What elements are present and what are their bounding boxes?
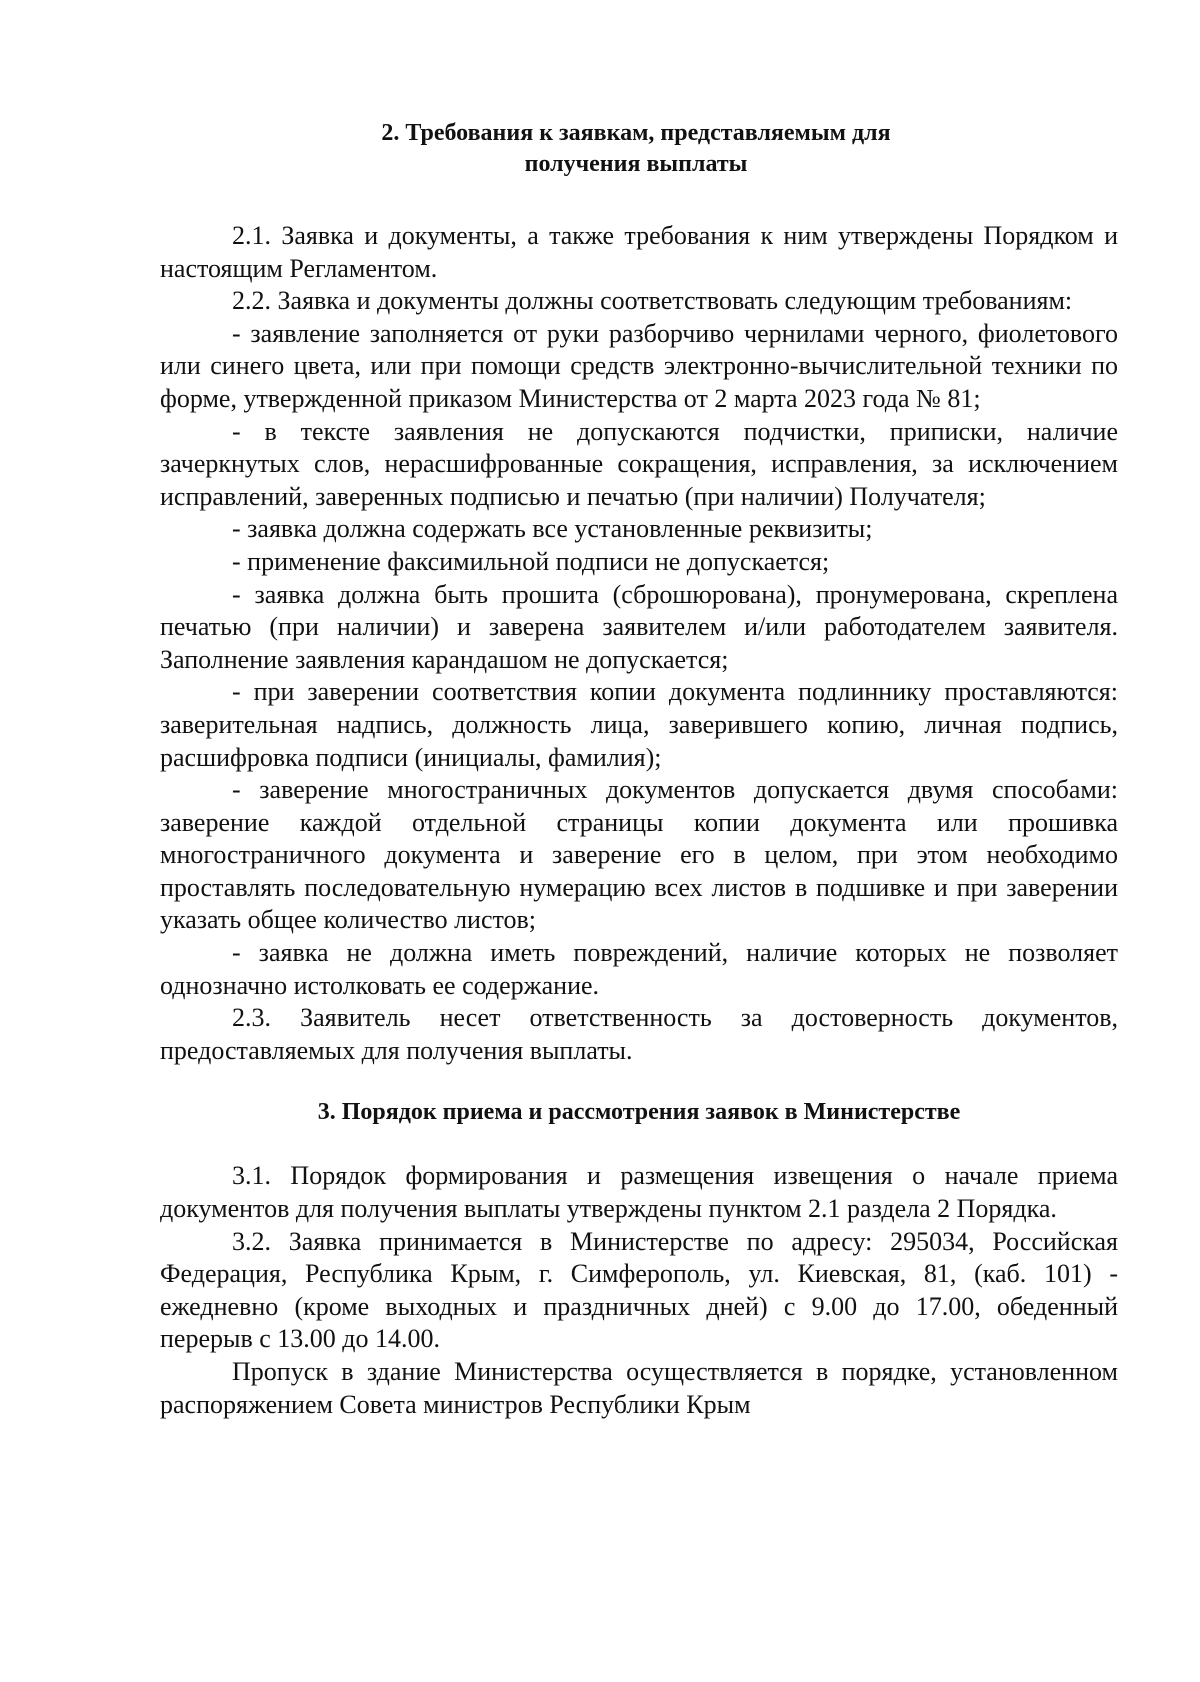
section-2-heading-line-2: получения выплаты — [524, 151, 748, 177]
paragraph-2-1: 2.1. Заявка и документы, а также требования к ним утверждены Порядком и настоящим Регламентом. — [160, 221, 1118, 283]
section-2-heading-line-1: 2. Требования к заявкам, представляемым для — [381, 120, 891, 146]
paragraph-2-3: 2.3. Заявитель несет ответственность за достоверность документов, предоставляемых для получения выплаты. — [160, 1003, 1118, 1065]
paragraph-3-1: 3.1. Порядок формирования и размещения извещения о начале приема документов для получения выплаты утверждены пунктом 2.1 раздела 2 Порядка. — [160, 1161, 1118, 1224]
section-3-heading: 3. Порядок приема и рассмотрения заявок в Министерстве — [317, 1099, 961, 1126]
list-item: - заявка должна быть прошита (сброшюрована), пронумерована, скреплена печатью (при наличии) и заверена заявителем и/или работодателем заявителя. Заполнение заявления карандашом не допускается; — [160, 579, 1118, 674]
list-item: - заявление заполняется от руки разборчиво чернилами черного, фиолетового или синего цвета, или при помощи средств электронно-вычислительной техники по форме, утвержденной приказом Министерства от 2 марта 2023 года № 81; — [160, 318, 1118, 413]
section-2-body — [160, 220, 1118, 1067]
list-item: - применение факсимильной подписи не допускается; — [232, 546, 830, 576]
list-item: - при заверении соответствия копии документа подлиннику проставляются: заверительная надпись, должность лица, заверившего копию, личная подпись, расшифровка подписи (инициалы, фамилия); — [160, 677, 1118, 772]
paragraph-2-2: 2.2. Заявка и документы должны соответствовать следующим требованиям: — [232, 286, 1073, 316]
section-3-body — [160, 1160, 1118, 1421]
paragraph-access: Пропуск в здание Министерства осуществляется в порядке, установленном распоряжением Совета министров Республики Крым — [160, 1357, 1118, 1419]
list-item: - заявка не должна иметь повреждений, наличие которых не позволяет однозначно истолковать ее содержание. — [160, 938, 1118, 1000]
section-2-heading — [154, 118, 1118, 180]
list-item: - заверение многостраничных документов допускается двумя способами: заверение каждой отдельной страницы копии документа или прошивка многостраничного документа и заверение его в целом, при этом необходимо проставлять последовательную нумерацию всех листов в подшивке и при заверении указать общее количество листов; — [160, 775, 1118, 935]
document-page — [160, 118, 1118, 1421]
paragraph-3-2: 3.2. Заявка принимается в Министерстве по адресу: 295034, Российская Федерация, Республика Крым, г. Симферополь, ул. Киевская, 81, (каб. 101) - ежедневно (кроме выходных и праздничных дней) с 9.00 до 17.00, обеденный перерыв с 13.00 до 14.00. — [160, 1226, 1118, 1354]
spacer — [160, 180, 1118, 220]
list-item: - заявка должна содержать все установленные реквизиты; — [232, 514, 873, 544]
list-item: - в тексте заявления не допускаются подчистки, приписки, наличие зачеркнутых слов, нерасшифрованные сокращения, исправления, за исключением исправлений, заверенных подписью и печатью (при наличии) Получателя; — [160, 416, 1118, 511]
